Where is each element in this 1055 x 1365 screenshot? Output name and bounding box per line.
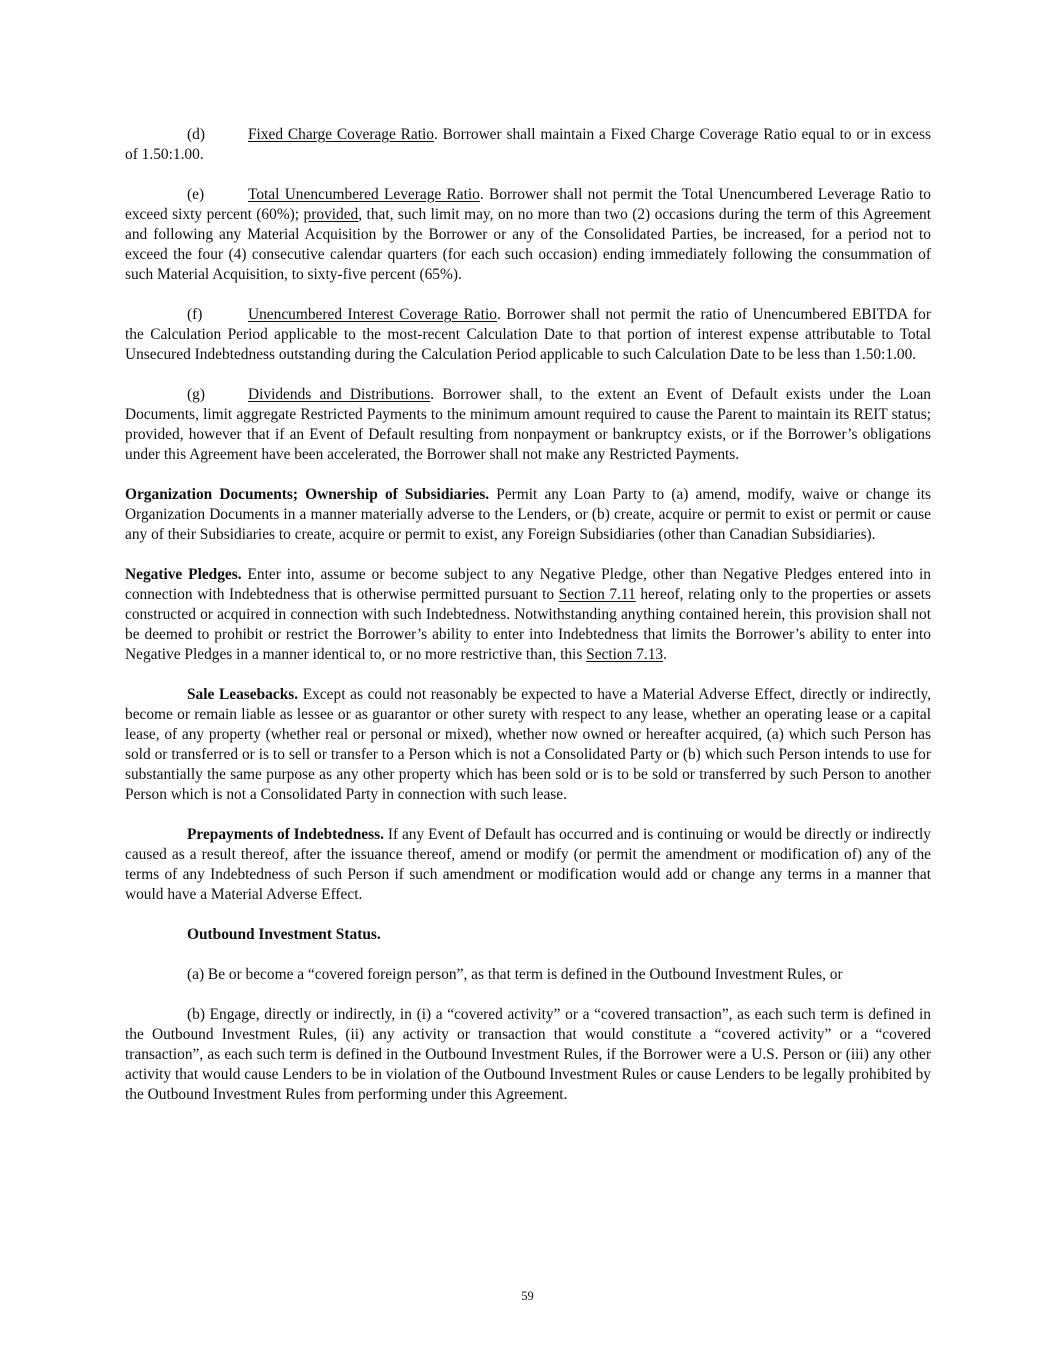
paragraph-e <box>125 185 931 285</box>
paragraph-text: . Borrower shall maintain a Fixed Charge Coverage Ratio equal to or in excess of 1.50:1.00. <box>125 126 931 163</box>
paragraph-text: If any Event of Default has occurred and is continuing or would be directly or indirectly caused as a result thereof, after the issuance thereof, amend or modify (or permit the amendment or modification of) any of the terms of any Indebtedness of such Person if such amendment or modification would add or change any terms in a manner that would have a Material Adverse Effect. <box>125 826 931 903</box>
paragraph-organization-documents <box>125 485 931 545</box>
section-reference: Section 7.11 <box>558 586 636 603</box>
paragraph-outbound-b <box>125 1005 931 1105</box>
document-page <box>125 125 931 1125</box>
paragraph-label: (d) <box>187 126 205 143</box>
paragraph-heading: Negative Pledges. <box>125 566 242 583</box>
paragraph-prepayments <box>125 825 931 905</box>
paragraph-label: (e) <box>187 186 205 203</box>
paragraph-heading: Organization Documents; Ownership of Subsidiaries. <box>125 486 490 503</box>
page-number: 59 <box>521 1289 534 1303</box>
paragraph-heading: Sale Leasebacks. <box>187 686 299 703</box>
section-reference: Section 7.13 <box>586 646 664 663</box>
paragraph-heading: Fixed Charge Coverage Ratio <box>248 126 434 143</box>
paragraph-text: (b) Engage, directly or indirectly, in (i) a “covered activity” or a “covered transaction”, as each such term is defined in the Outbound Investment Rules, (ii) any activity or transaction that would constitute a “covered activity” or a “covered transaction”, as each such term is defined in the Outbound Investment Rules, if the Borrower were a U.S. Person or (iii) any other activity that would cause Lenders to be in violation of the Outbound Investment Rules or cause Lenders to be legally prohibited by the Outbound Investment Rules from performing under this Agreement. <box>125 1006 931 1103</box>
paragraph-negative-pledges <box>125 565 931 665</box>
paragraph-text: (a) Be or become a “covered foreign person”, as that term is defined in the Outbound Investment Rules, or <box>187 966 843 983</box>
paragraph-heading: Prepayments of Indebtedness. <box>187 826 384 843</box>
paragraph-text: Except as could not reasonably be expected to have a Material Adverse Effect, directly or indirectly, become or remain liable as lessee or as guarantor or other surety with respect to any lease, whether an operating lease or a capital lease, of any property (whether real or personal or mixed), whether now owned or hereafter acquired, (a) which such Person has sold or transferred or is to sell or transfer to a Person which is not a Consolidated Party or (b) which such Person intends to use for substantially the same purpose as any other property which has been sold or is to be sold or transferred by such Person to another Person which is not a Consolidated Party in connection with such lease. <box>125 686 931 803</box>
paragraph-text: Enter into, assume or become subject to any Negative Pledge, other than Negative Pledges entered into in connection with Indebtedness that is otherwise permitted pursuant to <box>125 566 931 603</box>
paragraph-label: (g) <box>187 386 205 403</box>
paragraph-g <box>125 385 931 465</box>
paragraph-text: . Borrower shall not permit the ratio of Unencumbered EBITDA for the Calculation Period applicable to the most-recent Calculation Date to that portion of interest expense attributable to Total Unsecured Indebtedness outstanding during the Calculation Period applicable to such Calculation Date to be less than 1.50:1.00. <box>125 306 931 363</box>
paragraph-d <box>125 125 931 165</box>
paragraph-text: hereof, relating only to the properties or assets constructed or acquired in connection with such Indebtedness. Notwithstanding anything contained herein, this provision shall not be deemed to prohibit or restrict the Borrower’s ability to enter into Indebtedness that limits the Borrower’s ability to enter into Negative Pledges in a manner identical to, or no more restrictive than, this <box>125 586 932 663</box>
paragraph-text: , that, such limit may, on no more than two (2) occasions during the term of this Agreement and following any Material Acquisition by the Borrower or any of the Consolidated Parties, be increased, for a period not to exceed the four (4) consecutive calendar quarters (for each such occasion) ending immediately following the consummation of such Material Acquisition, to sixty-five percent (65%). <box>125 206 931 283</box>
paragraph-heading: Dividends and Distributions <box>248 386 431 403</box>
paragraph-text: . Borrower shall not permit the Total Unencumbered Leverage Ratio to exceed sixty percent (60%); <box>125 186 931 223</box>
paragraph-outbound-heading <box>125 925 931 945</box>
paragraph-heading: Total Unencumbered Leverage Ratio <box>248 186 480 203</box>
paragraph-label: (f) <box>187 306 203 323</box>
paragraph-sale-leasebacks <box>125 685 931 805</box>
paragraph-text: Permit any Loan Party to (a) amend, modify, waive or change its Organization Documents in a manner materially adverse to the Lenders, or (b) create, acquire or permit to exist or permit or cause any of their Subsidiaries to create, acquire or permit to exist, any Foreign Subsidiaries (other than Canadian Subsidiaries). <box>125 486 931 543</box>
paragraph-heading: Unencumbered Interest Coverage Ratio <box>248 306 497 323</box>
provided-term: provided <box>303 206 359 223</box>
paragraph-f <box>125 305 931 365</box>
paragraph-text: . Borrower shall, to the extent an Event of Default exists under the Loan Documents, limit aggregate Restricted Payments to the minimum amount required to cause the Parent to maintain its REIT status; provided, however that if an Event of Default resulting from nonpayment or bankruptcy exists, or if the Borrower’s obligations under this Agreement have been accelerated, the Borrower shall not make any Restricted Payments. <box>125 386 931 463</box>
paragraph-outbound-a <box>125 965 931 985</box>
paragraph-heading: Outbound Investment Status. <box>187 926 381 943</box>
paragraph-text: . <box>663 646 667 663</box>
